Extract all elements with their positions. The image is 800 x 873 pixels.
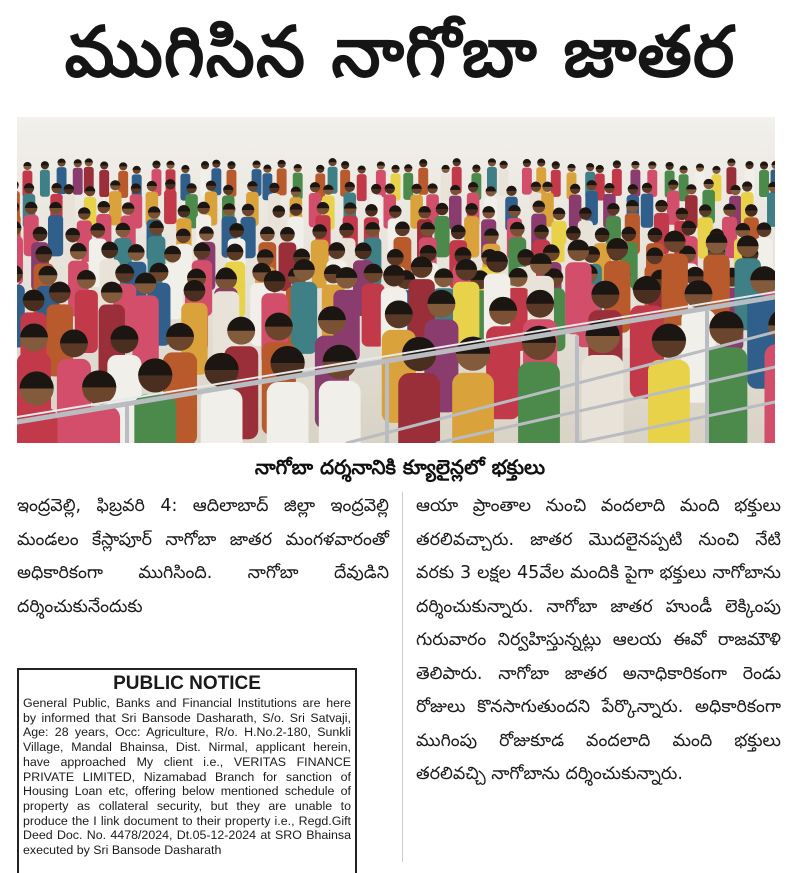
photo-caption: నాగోబా దర్శనానికి క్యూలైన్లలో భక్తులు bbox=[254, 455, 546, 479]
article-right-column: ఆయా ప్రాంతాల నుంచి వందలాది మంది భక్తులు తరలివచ్చారు. జాతర మొదలైనప్పటి నుంచి నేటి వరకు 3 లక్షల 45వేల మందికి పైగా భక్తులు నాగోబాను దర్శించుకున్నారు. నాగోబా జాతర హుండీ లెక్కింపు గురువారం నిర్వహిస్తున్నట్లు ఆలయ ఈవో రాజమౌళి తెలిపారు. నాగోబా జాతర అనాధికారికంగా రెండు రోజులు కొనసాగుతుందని పేర్కొన్నారు. అధికారికంగా ముగింపు రోజుకూడ వందలాది మంది భక్తులు తరలివచ్చి నాగోబాను దర్శించుకున్నారు. bbox=[416, 496, 781, 784]
public-notice-ad bbox=[17, 668, 357, 873]
crowd-photo-illustration bbox=[17, 117, 775, 443]
notice-body: General Public, Banks and Financial Institutions are here by informed that Sri Bansode Dasharath, S/o. Sri Satvaji, Age: 28 years, Occ: Agriculture, R/o. H.No.2-180, Sunkli Village, Mandal Bhainsa, Dist. Nirmal, applicant herein, have approached My client i.e., VERITAS FINANCE PRIVATE LIMITED, Nizamabad Branch for sanction of Housing Loan etc, offering below mentioned schedule of property as collateral security, but they are unable to produce the I link document to their property i.e., Regd.Gift Deed Doc. No. 4478/2024, Dt.05-12-2024 at SRO Bhainsa executed by Sri Bansode Dasharath bbox=[23, 696, 351, 858]
headline: ముగిసిన నాగోబా జాతర bbox=[64, 11, 736, 93]
column-divider bbox=[402, 492, 403, 862]
notice-title: PUBLIC NOTICE bbox=[113, 673, 261, 694]
news-photo bbox=[17, 117, 775, 443]
article-left-column: ఇంద్రవెల్లి, ఫిబ్రవరి 4: ఆదిలాబాద్ జిల్లా ఇంద్రవెల్లి మండలం కేస్లాపూర్ నాగోబా జాతర మంగళవారంతో అధికారికంగా ముగిసింది. నాగోబా దేవుడిని దర్శించుకునేందుకు bbox=[17, 496, 389, 617]
